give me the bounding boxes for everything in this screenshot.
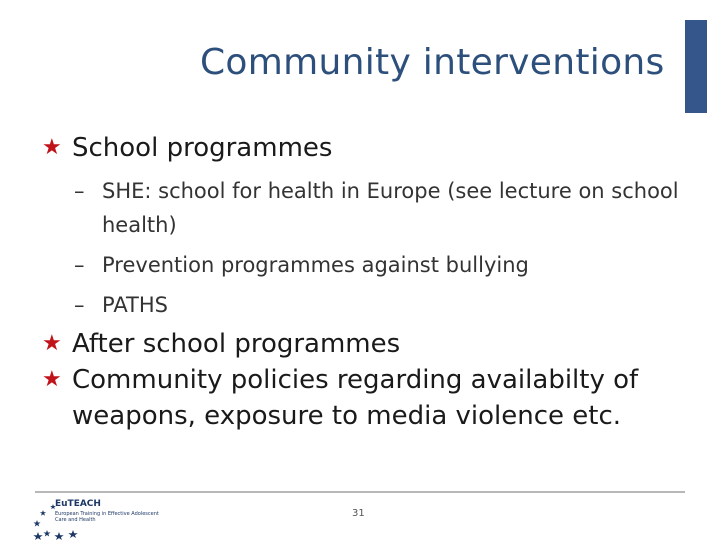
eu-teach-logo (33, 498, 198, 540)
dash-bullet-icon: – (74, 179, 85, 203)
bullet-text: School programmes (72, 133, 333, 163)
star-bullet-icon: ★ (42, 135, 62, 160)
logo-name: EuTEACH (55, 499, 101, 509)
bullet-school-programmes (42, 130, 682, 166)
logo-text-block (55, 498, 200, 540)
page-number: 31 (352, 508, 365, 519)
bullet-after-school (42, 326, 682, 362)
sub-item-bullying (74, 248, 682, 282)
bullet-community-policies (42, 362, 682, 434)
title-accent-bar (685, 20, 707, 113)
sub-list (42, 174, 682, 322)
bullet-text: After school programmes (72, 329, 401, 359)
sub-item-paths (74, 288, 682, 322)
footer-divider (35, 491, 685, 493)
logo-tagline-line-2: Care and Health (55, 517, 96, 523)
dash-bullet-icon: – (74, 253, 85, 277)
sub-item-text: SHE: school for health in Europe (see lecture on school health) (102, 179, 679, 237)
sub-item-text: PATHS (102, 293, 169, 317)
star-bullet-icon: ★ (42, 367, 62, 392)
star-bullet-icon: ★ (42, 331, 62, 356)
logo-tagline-line-1: European Training in Effective Adolescent (55, 511, 159, 517)
logo-tagline (55, 511, 159, 523)
sub-item-she (74, 174, 682, 242)
slide-content (42, 130, 682, 434)
slide-title: Community interventions (200, 42, 665, 83)
bullet-text: Community policies regarding availabilty of weapons, exposure to media violence etc. (72, 365, 639, 431)
sub-item-text: Prevention programmes against bullying (102, 253, 529, 277)
dash-bullet-icon: – (74, 293, 85, 317)
